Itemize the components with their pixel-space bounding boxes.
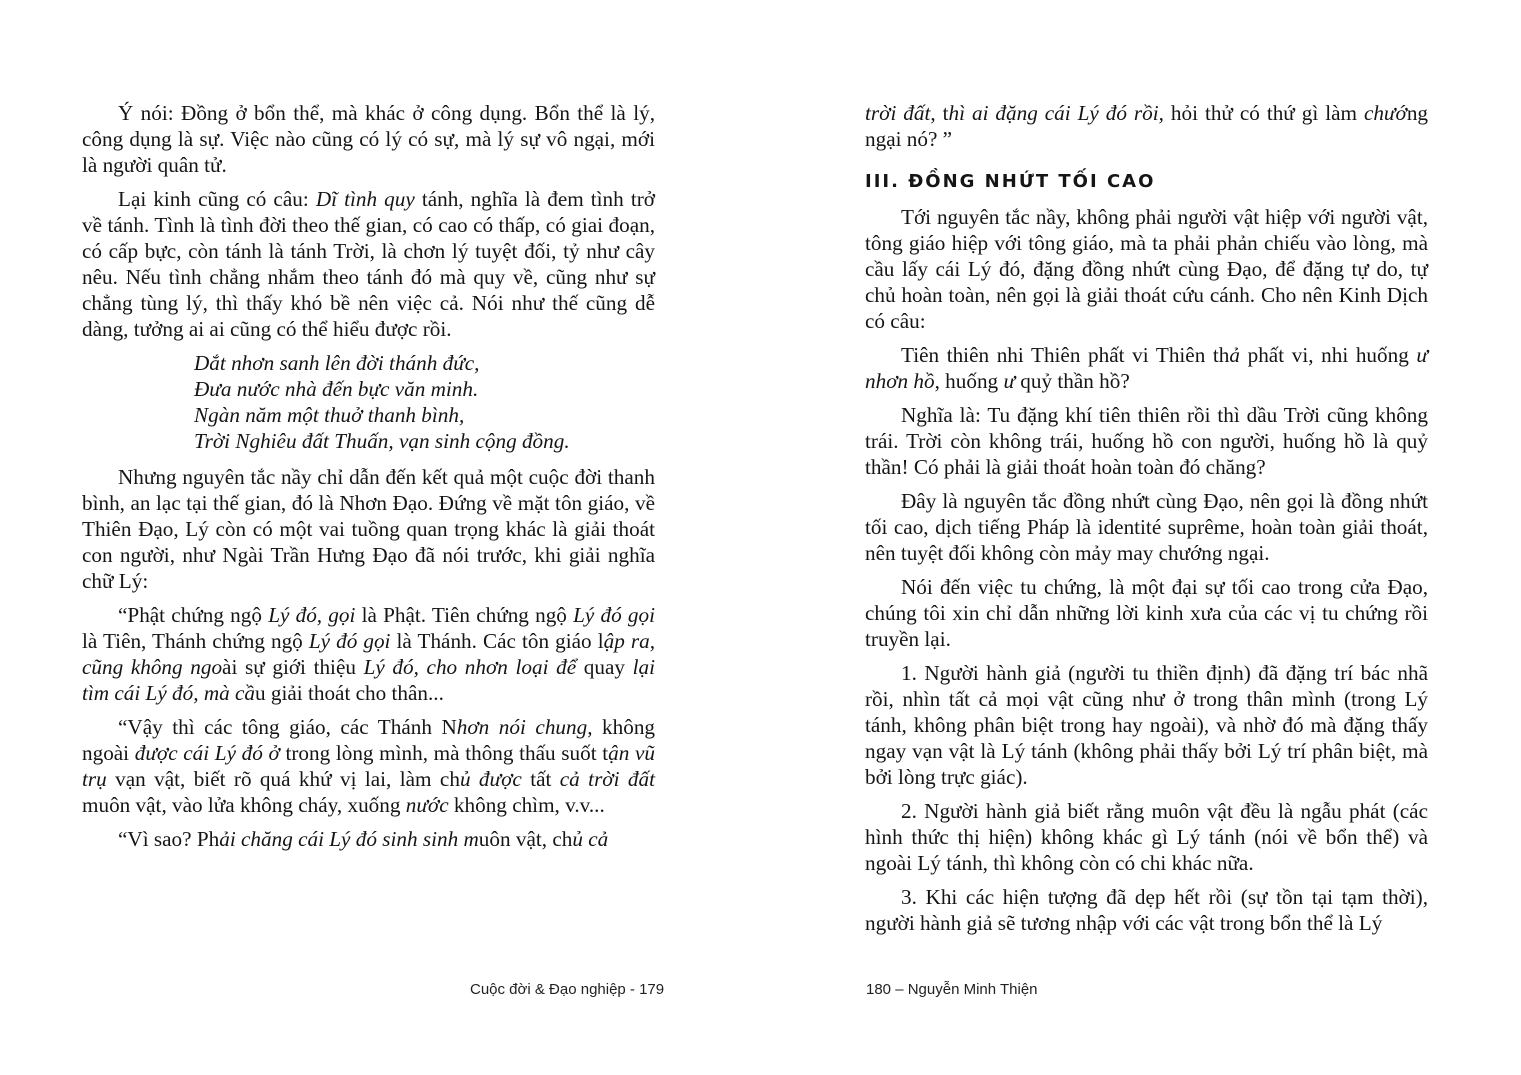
italic-run: nước: [405, 793, 449, 817]
text-run: phất vi, nhi huống: [1240, 343, 1417, 367]
text-run: u giải thoát cho thân...: [255, 681, 444, 705]
italic-run: hì ai đặng cái Lý đó rồi,: [948, 101, 1164, 125]
paragraph: Ý nói: Đồng ở bổn thể, mà khác ở công dụng. Bổn thể là lý, công dụng là sự. Việc nào cũng có lý có sự, mà lý sự vô ngại, mới là người quân tử.: [82, 101, 655, 177]
poem-line: Dắt nhơn sanh lên đời thánh đức,: [194, 351, 480, 375]
text-run: không chìm, v.v...: [448, 793, 605, 817]
paragraph: [865, 342, 1428, 394]
paragraph: Đây là nguyên tắc đồng nhứt cùng Đạo, nên gọi là đồng nhứt tối cao, dịch tiếng Pháp là identité suprême, hoàn toàn giải thoát, nên tuyệt đối không còn mảy may chướng ngại.: [865, 489, 1428, 565]
italic-run: hơn nói chung,: [456, 715, 593, 739]
footer-right: 180 – Nguyễn Minh Thiện: [866, 981, 1038, 998]
text-run: “Vì sao? Ph: [118, 827, 220, 851]
text-run: tánh, nghĩa là đem tình trở về tánh. Tình là tình đời theo thế gian, có cao có thấp, có giai đoạn, có cấp bực, còn tánh là tánh Trời, là chơn lý tuyệt đối, tỷ như cây nêu. Nếu tình chẳng nhắm theo tánh đó mà quy về, cũng như sự chẳng tùng lý, thì thấy khó bề nên việc cả. Nói như thế cũng dễ dàng, tưởng ai ai cũng có thể hiểu được rồi.: [82, 187, 655, 341]
italic-run: lại tìm cái Lý đó, mà cầ: [82, 655, 655, 705]
text-run: Lại kinh cũng có câu:: [118, 187, 316, 211]
section-heading: III. ĐỒNG NHỨT TỐI CAO: [865, 171, 1156, 192]
text-run: muôn vật, vào lửa không cháy, xuống: [82, 793, 406, 817]
text-run: vạn vật, biết rõ quá khứ vị lai, làm ch: [106, 767, 460, 791]
poem-line: Trời Nghiêu đất Thuấn, vạn sinh cộng đồng.: [194, 429, 570, 453]
italic-run: ập ra, cũng không ngo: [82, 629, 656, 679]
text-run: ài sự giới thiệu: [222, 655, 364, 679]
italic-run: Lý đó, cho nhơn loại để: [363, 655, 577, 679]
text-run: “Vậy thì các tông giáo, các Thánh N: [118, 715, 457, 739]
text-run: quỷ thần hồ?: [1015, 369, 1130, 393]
text-run: “Phật chứng ngộ: [118, 603, 269, 627]
italic-run: ả: [1229, 343, 1240, 367]
poem-line: Ngàn năm một thuở thanh bình,: [194, 403, 465, 427]
italic-run: hăng cái Lý đó sinh sinh m: [250, 827, 479, 851]
text-run: quay: [576, 655, 633, 679]
italic-run: ủ được: [459, 767, 522, 791]
text-run: uôn vật, ch: [478, 827, 573, 851]
italic-run: ư nhơn hồ: [865, 343, 1428, 393]
poem-line: Đưa nước nhà đến bực văn minh.: [194, 377, 479, 401]
text-run: là Tiên, Thánh chứng ngộ: [82, 629, 309, 653]
paragraph: Nhưng nguyên tắc nầy chỉ dẫn đến kết quả một cuộc đời thanh bình, an lạc tại thế gian, đó là Nhơn Đạo. Đứng về mặt tôn giáo, về Thiên Đạo, Lý còn có một vai tuồng quan trọng khác là giải thoát con người, như Ngài Trần Hưng Đạo đã nói trước, khi giải nghĩa chữ Lý:: [82, 465, 655, 593]
italic-run: Lý đó gọi: [308, 629, 391, 653]
paragraph: Tới nguyên tắc nầy, không phải người vật hiệp với người vật, tông giáo hiệp với tông giáo, mà ta phải phản chiếu vào lòng, mà cầu lấy cái Lý đó, đặng đồng nhứt cùng Đạo, để đặng tự do, tự chủ hoàn toàn, nên gọi là giải thoát cứu cánh. Cho nên Kinh Dịch có câu:: [865, 205, 1428, 333]
italic-run: ủ cả: [572, 827, 609, 851]
left-page: [82, 100, 655, 860]
italic-run: chướ: [1363, 101, 1407, 125]
text-run: Tiên thiên nhi Thiên phất vi Thiên th: [901, 343, 1230, 367]
numbered-paragraph: 2. Người hành giả biết rằng muôn vật đều là ngẫu phát (các hình thức thị hiện) không khác gì Lý tánh (nói về bổn thể) và ngoài Lý tánh, thì không còn có chi khác nữa.: [865, 799, 1428, 875]
italic-run: trời đất: [865, 101, 931, 125]
numbered-paragraph: 1. Người hành giả (người tu thiền định) đã đặng trí bác nhã rồi, nhìn tất cả mọi vật cũng như ở trong thân mình (trong Lý tánh, không phân biệt trong hay ngoài), và nhờ đó mà đặng thấy ngay vạn vật là Lý tánh (không phải thấy bởi Lý trí phân biệt, mà bởi lòng trực giác).: [865, 661, 1428, 789]
italic-run: ận vũ trụ: [82, 741, 655, 791]
quote-paragraph: [82, 826, 655, 852]
text-run: tất: [521, 767, 560, 791]
italic-run: Lý đó, gọi: [268, 603, 356, 627]
italic-run: ư: [1003, 369, 1015, 393]
quote-paragraph: [82, 714, 655, 818]
text-run: trong lòng mình, mà thông thấu suốt t: [279, 741, 609, 765]
italic-run: Dĩ tình quy: [315, 187, 415, 211]
text-run: là Thánh. Các tôn giáo l: [390, 629, 604, 653]
quote-paragraph: [82, 602, 655, 706]
italic-run: ải c: [219, 827, 251, 851]
paragraph-continuation: [865, 100, 1428, 152]
paragraph: [82, 186, 655, 342]
poem-block: [194, 350, 655, 454]
paragraph: Nói đến việc tu chứng, là một đại sự tối cao trong cửa Đạo, chúng tôi xin chỉ dẫn những lời kinh xưa của các vị tu chứng rồi truyền lại.: [865, 575, 1428, 651]
italic-run: cả trời đất: [559, 767, 655, 791]
text-run: là Phật. Tiên chứng ngộ: [355, 603, 574, 627]
right-page: [865, 100, 1428, 944]
italic-run: Lý đó gọi: [573, 603, 655, 627]
text-run: , huống: [934, 369, 1004, 393]
text-run: hỏi thử có thứ gì làm: [1163, 101, 1364, 125]
text-run: không ngoài: [82, 715, 656, 765]
italic-run: được cái Lý đó ở: [134, 741, 280, 765]
footer-left: Cuộc đời & Đạo nghiệp - 179: [470, 981, 665, 998]
numbered-paragraph: 3. Khi các hiện tượng đã dẹp hết rồi (sự tồn tại tạm thời), người hành giả sẽ tương nhập với các vật trong bổn thể là Lý: [865, 885, 1428, 935]
text-run: , t: [930, 101, 949, 125]
text-run: ng ngại nó? ”: [865, 101, 1428, 151]
paragraph: Nghĩa là: Tu đặng khí tiên thiên rồi thì dầu Trời cũng không trái. Trời còn không trái, huống hồ con người, huống hồ là quỷ thần! Có phải là giải thoát hoàn toàn đó chăng?: [865, 403, 1428, 479]
